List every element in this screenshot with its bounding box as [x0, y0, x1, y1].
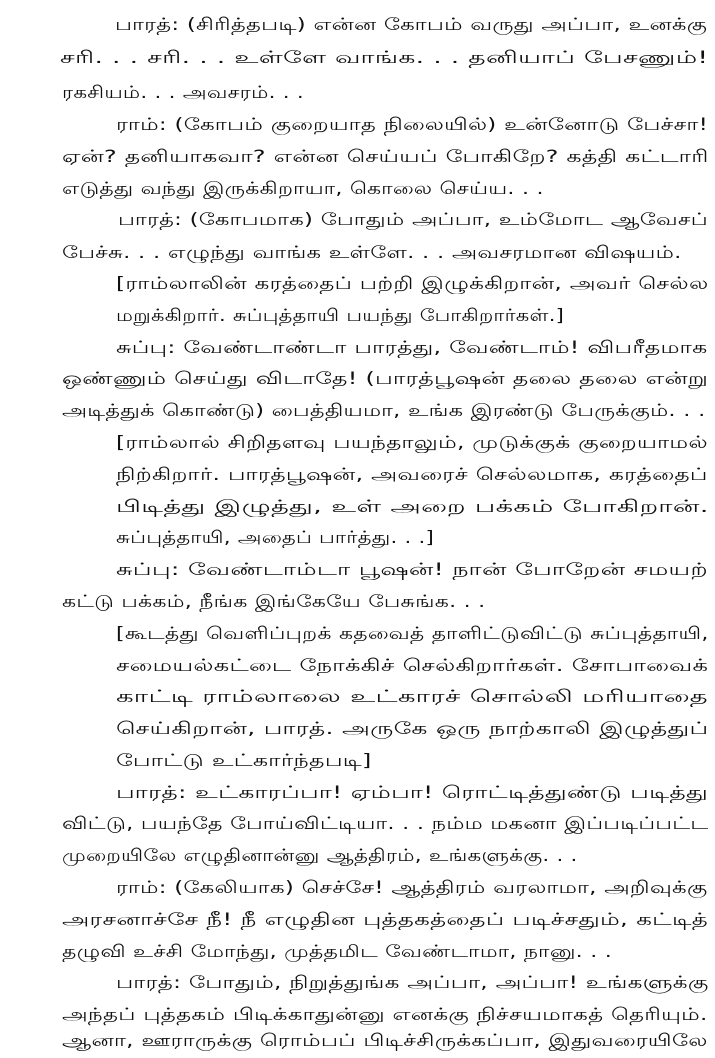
text-line: பாரத்: (சிரித்தபடி) என்ன கோபம் வருது அப்பா, உனக்கு	[115, 15, 708, 35]
text-line: சுப்பு: வேண்டாம்டா பூஷன்! நான் போறேன் சமயற்	[116, 560, 708, 580]
text-line: பாரத்: உட்காரப்பா! ஏம்பா! ரொட்டித்துண்டு படித்து	[116, 783, 709, 803]
text-line: பிடித்து இழுத்து, உள் அறை பக்கம் போகிறான்.	[116, 497, 709, 517]
text-line: பேச்சு. . . எழுந்து வாங்க உள்ளே. . . அவசரமான விஷயம்.	[62, 243, 682, 263]
text-line: சமையல்கட்டை நோக்கிச் செல்கிறார்கள். சோபாவைக்	[116, 656, 709, 676]
text-line: விட்டு, பயந்தே போய்விட்டியா. . . நம்ம மகனா இப்படிப்பட்ட	[62, 814, 709, 834]
text-line: ஒண்ணும் செய்து விடாதே! (பாரத்பூஷன் தலை தலை என்று	[62, 369, 709, 389]
text-line: பாரத்: போதும், நிறுத்துங்க அப்பா, அப்பா! உங்களுக்கு	[116, 973, 709, 993]
text-line: எடுத்து வந்து இருக்கிறாயா, கொலை செய்ய. . .	[62, 179, 544, 199]
text-line: பாரத்: (கோபமாக) போதும் அப்பா, உம்மோட ஆவேசப்	[118, 210, 708, 230]
text-line: ராம்: (கேலியாக) செச்சே! ஆத்திரம் வரலாமா, அறிவுக்கு	[116, 878, 708, 898]
text-line: [கூடத்து வெளிப்புறக் கதவைத் தாளிட்டுவிட்டு சுப்புத்தாயி,	[116, 624, 709, 644]
text-line: அடித்துக் கொண்டு) பைத்தியமா, உங்க இரண்டு பேருக்கும். . .	[62, 401, 706, 421]
text-line: கட்டு பக்கம், நீங்க இங்கேயே பேசுங்க. . .	[62, 592, 486, 612]
text-line: செய்கிறான், பாரத். அருகே ஒரு நாற்காலி இழுத்துப்	[116, 719, 709, 739]
text-line: முறையிலே எழுதினான்னு ஆத்திரம், உங்களுக்கு. . .	[62, 846, 578, 866]
text-line: ஏன்? தனியாகவா? என்ன செய்யப் போகிறே? கத்தி கட்டாரி	[62, 147, 709, 167]
text-line: அந்தப் புத்தகம் பிடிக்காதுன்னு எனக்கு நிச்சயமாகத் தெரியும்.	[62, 1005, 708, 1025]
text-line: சுப்புத்தாயி, அதைப் பார்த்து. . .]	[116, 528, 435, 548]
text-line: அரசனாச்சே நீ! நீ எழுதின புத்தகத்தைப் படிச்சதும், கட்டித்	[62, 910, 709, 930]
text-line: ரகசியம். . . அவசரம். . .	[62, 83, 304, 103]
text-line: சரி. . . சரி. . . உள்ளே வாங்க. . . தனியாப் பேசணும்!	[60, 48, 709, 68]
text-line: ஆனா, ஊராருக்கு ரொம்பப் பிடிச்சிருக்கப்பா, இதுவரையிலே	[62, 1031, 708, 1051]
text-line: ராம்: (கோபம் குறையாத நிலையில்) உன்னோடு பேச்சா!	[116, 115, 709, 135]
text-line: போட்டு உட்கார்ந்தபடி]	[116, 751, 372, 771]
text-line: சுப்பு: வேண்டாண்டா பாரத்து, வேண்டாம்! விபரீதமாக	[116, 338, 708, 358]
text-line: நிற்கிறார். பாரத்பூஷன், அவரைச் செல்லமாக, கரத்தைப்	[116, 465, 708, 485]
text-line: காட்டி ராம்லாலை உட்காரச் சொல்லி மரியாதை	[116, 687, 708, 707]
text-line: [ராம்லாலின் கரத்தைப் பற்றி இழுக்கிறான், அவர் செல்ல	[116, 274, 709, 294]
text-line: தழுவி உச்சி மோந்து, முத்தமிட வேண்டாமா, நானு. . .	[62, 942, 613, 962]
text-line: மறுக்கிறார். சுப்புத்தாயி பயந்து போகிறார்கள்.]	[116, 306, 565, 326]
text-line: [ராம்லால் சிறிதளவு பயந்தாலும், முடுக்குக் குறையாமல்	[116, 433, 708, 453]
